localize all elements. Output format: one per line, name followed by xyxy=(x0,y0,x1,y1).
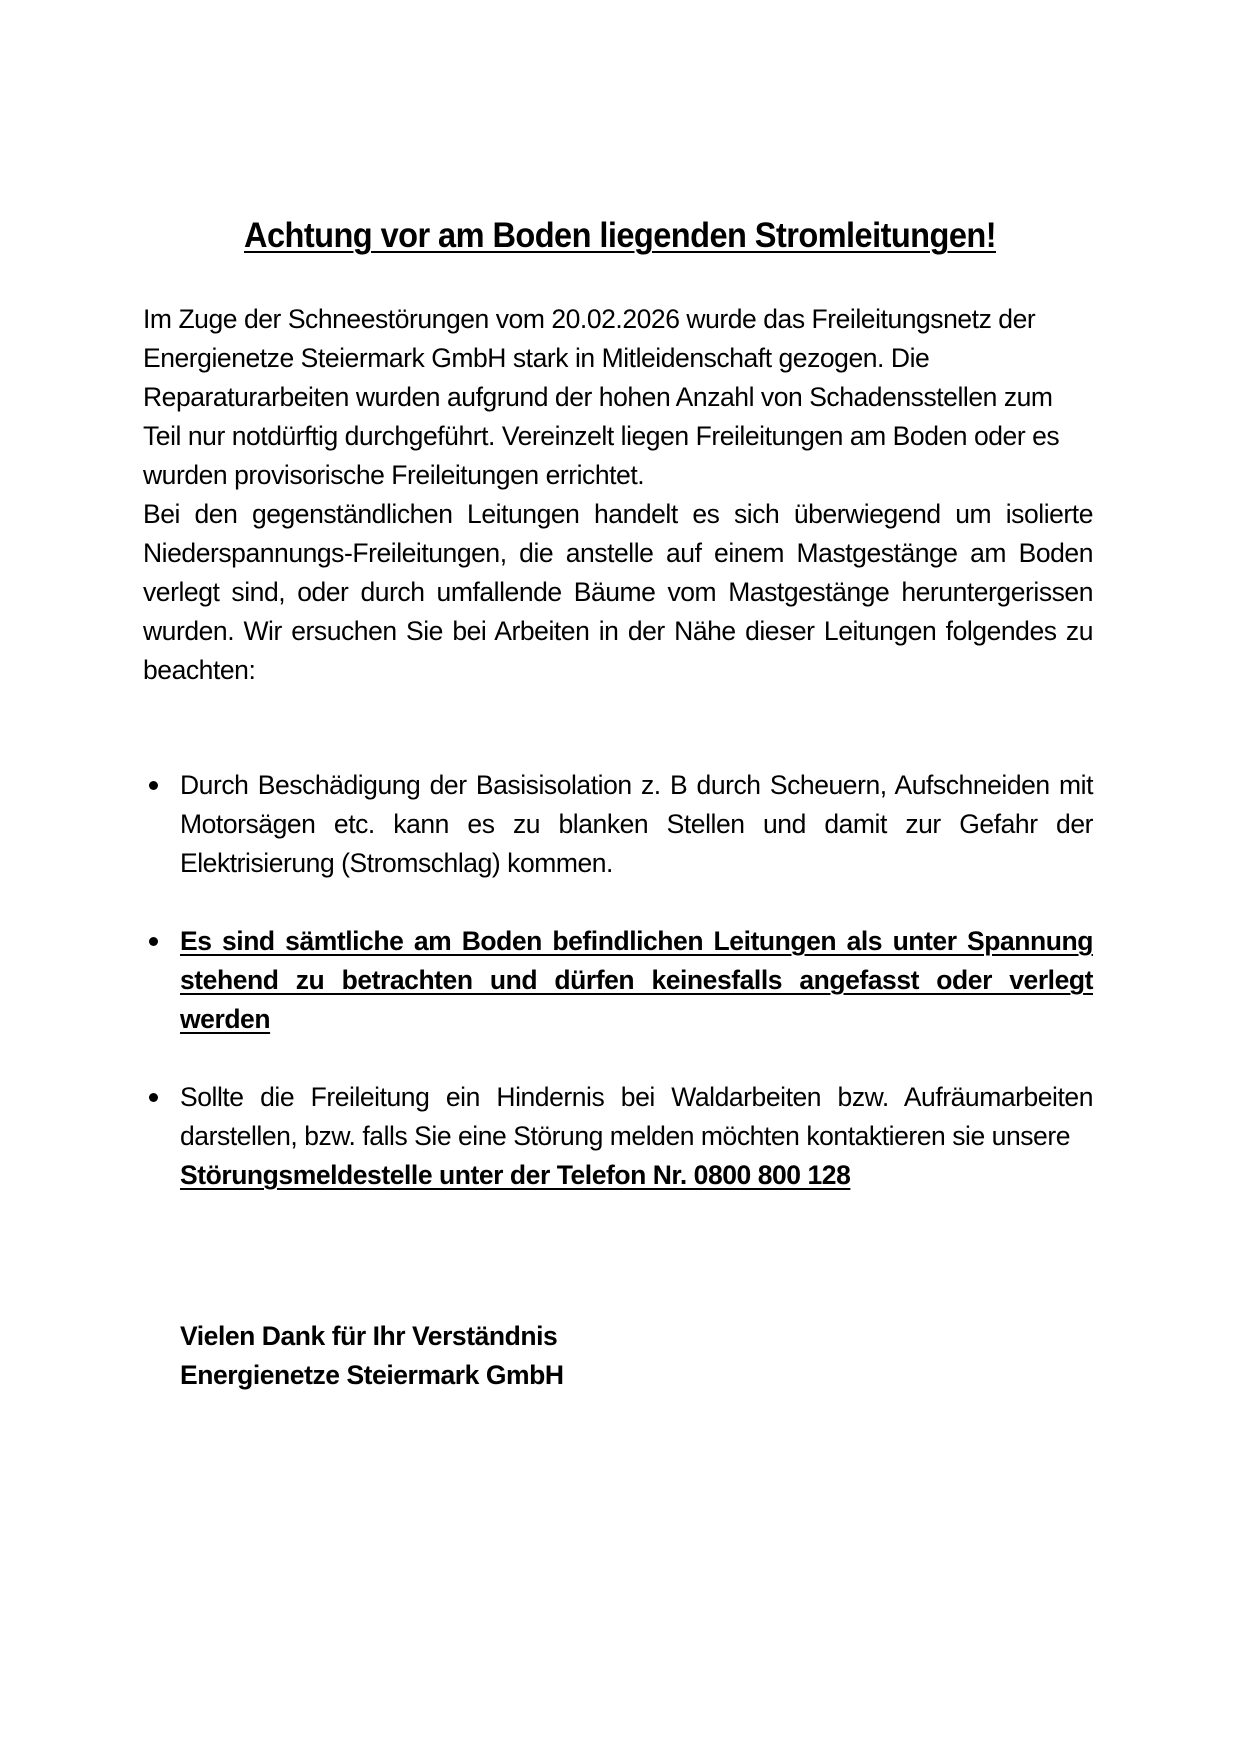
intro-paragraph-2: Bei den gegenständlichen Leitungen handelt es sich überwiegend um isolierte Niederspannungs-Freileitungen, die anstelle auf einem Mastgestänge am Boden verlegt sind, oder durch umfallende Bäume vom Mastgestänge heruntergerissen wurden. Wir ersuchen Sie bei Arbeiten in der Nähe dieser Leitungen folgendes zu beachten: xyxy=(143,499,1093,685)
intro-paragraph-1: Im Zuge der Schneestörungen vom 20.02.2026 wurde das Freileitungsnetz der Energienetze Steiermark GmbH stark in Mitleidenschaft gezogen. Die Reparaturarbeiten wurden aufgrund der hohen Anzahl von Schadensstellen zum Teil nur notdürftig durchgeführt. Vereinzelt liegen Freileitungen am Boden oder es wurden provisorische Freileitungen errichtet. xyxy=(143,304,1060,490)
list-item xyxy=(143,766,1093,883)
bullet-icon xyxy=(149,781,158,790)
page-title: Achtung vor am Boden liegenden Stromleitungen! xyxy=(244,216,996,255)
thanks-line: Vielen Dank für Ihr Verständnis xyxy=(180,1321,558,1351)
warning-text: Es sind sämtliche am Boden befindlichen Leitungen als unter Spannung stehend zu betrachten und dürfen keinesfalls angefasst oder verlegt werden xyxy=(180,926,1093,1034)
list-item xyxy=(143,1078,1093,1195)
safety-instructions-list xyxy=(143,766,1093,1195)
company-name: Energienetze Steiermark GmbH xyxy=(180,1360,564,1390)
hotline-phone-number: Störungsmeldestelle unter der Telefon Nr. 0800 800 128 xyxy=(180,1160,851,1190)
bullet-icon xyxy=(149,1093,158,1102)
bullet-text: Durch Beschädigung der Basisisolation z. B durch Scheuern, Aufschneiden mit Motorsägen etc. kann es zu blanken Stellen und damit zur Gefahr der Elektrisierung (Stromschlag) kommen. xyxy=(180,770,1093,878)
bullet-text: Sollte die Freileitung ein Hindernis bei Waldarbeiten bzw. Aufräumarbeiten darstellen, bzw. falls Sie eine Störung melden möchten kontaktieren sie unsere xyxy=(180,1082,1093,1151)
intro-section xyxy=(143,300,1093,690)
closing-signature xyxy=(180,1317,564,1395)
bullet-icon xyxy=(149,937,158,946)
list-item xyxy=(143,922,1093,1039)
